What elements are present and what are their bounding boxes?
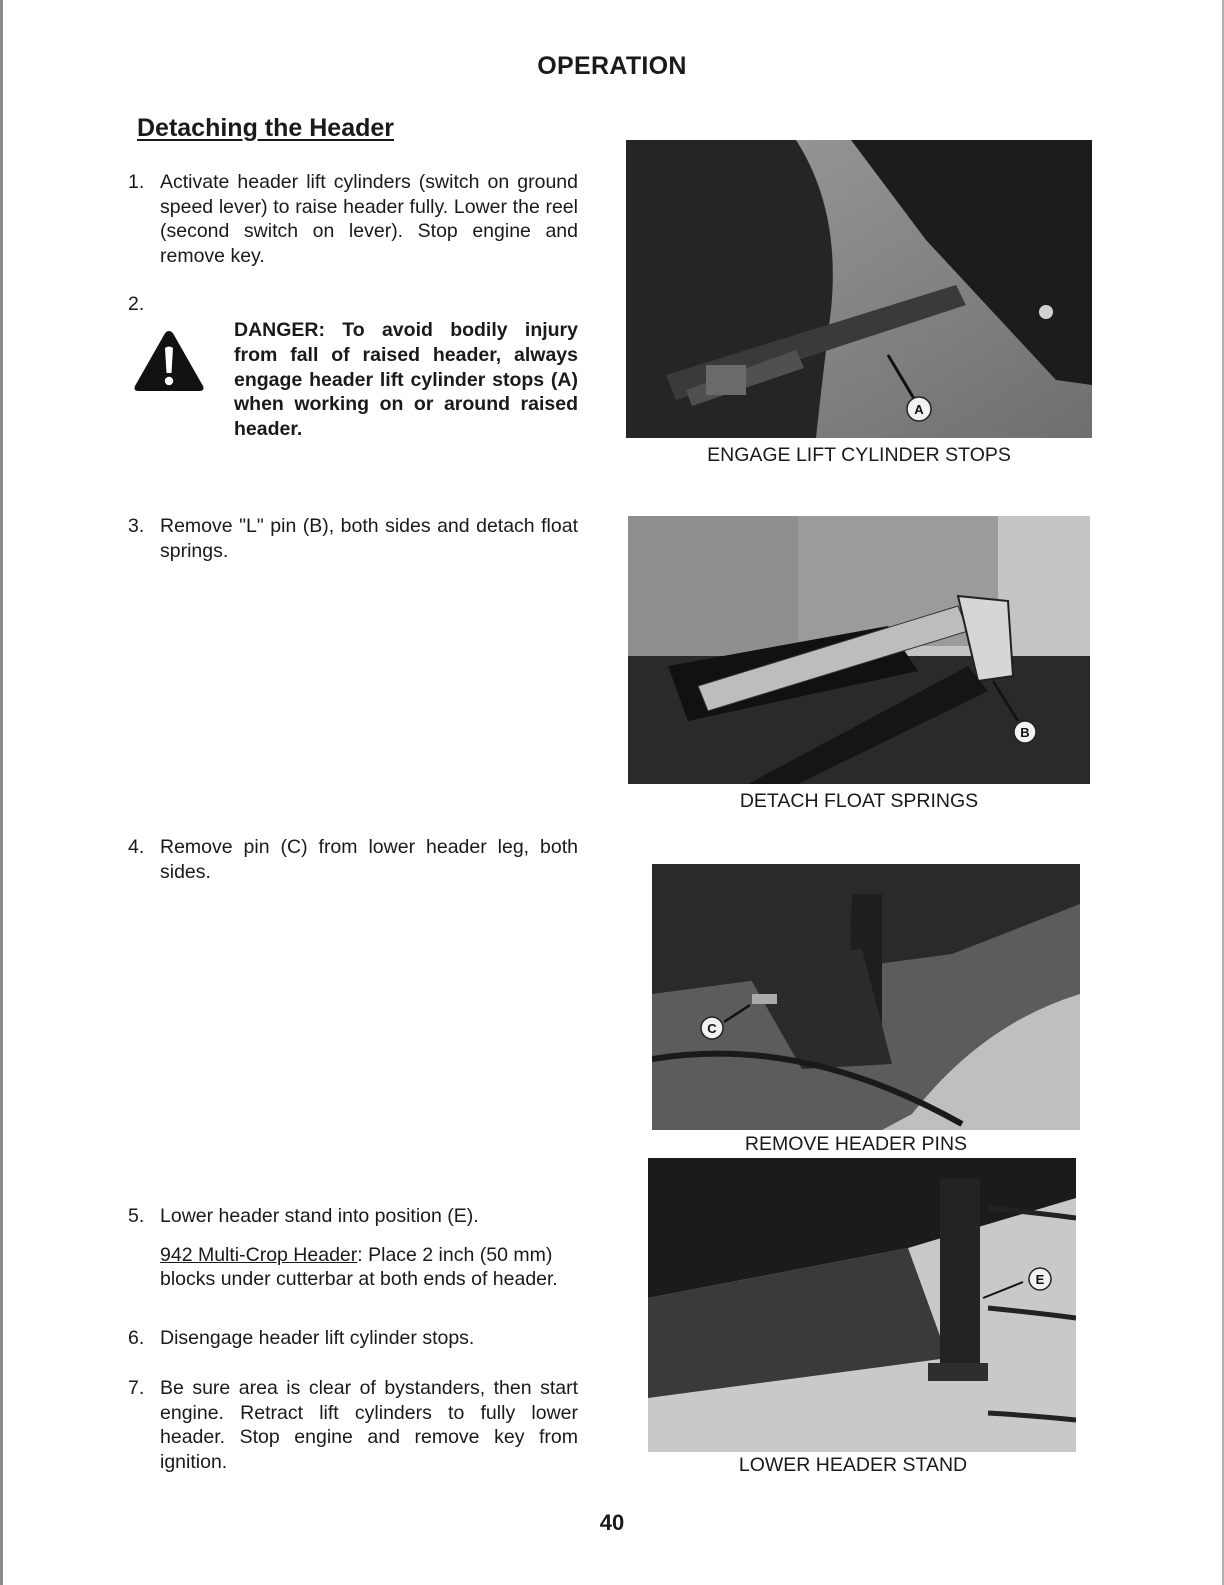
step-7 [128, 1376, 578, 1474]
step-number: 3. [128, 515, 145, 537]
page-number: 40 [599, 1510, 625, 1535]
step-text: Remove pin (C) from lower header leg, both sides. [160, 836, 578, 883]
step-number: 1. [128, 171, 145, 193]
caption-header-stand: LOWER HEADER STAND [738, 1454, 968, 1476]
note-text: : Place 2 inch (50 mm) blocks under cutterbar at both ends of header. [160, 1243, 558, 1290]
scan-edge-left [0, 0, 3, 1585]
danger-warning-text: DANGER: To avoid bodily injury from fall of raised header, always engage header lift cylinder stops (A) when working on or around raised header. [234, 319, 578, 441]
step-4 [128, 835, 578, 884]
step-6 [128, 1326, 578, 1351]
caption-lift-cylinder-stops: ENGAGE LIFT CYLINDER STOPS [707, 444, 1011, 466]
step-text: Disengage header lift cylinder stops. [160, 1327, 475, 1349]
caption-header-pins: REMOVE HEADER PINS [744, 1133, 968, 1155]
marker-c-label: C [707, 1021, 717, 1036]
photo-header-pins [652, 864, 1080, 1130]
step-1 [128, 170, 578, 268]
page-title: Detaching the Header [137, 114, 395, 142]
marker-a-label: A [914, 402, 924, 417]
step-text: Be sure area is clear of bystanders, then start engine. Retract lift cylinders to fully lower header. Stop engine and remove key from ignition. [160, 1377, 578, 1473]
caption-float-springs: DETACH FLOAT SPRINGS [739, 790, 979, 812]
photo-lift-cylinder-stops [626, 140, 1092, 438]
photo-header-stand [648, 1158, 1076, 1452]
step-note [160, 1243, 578, 1292]
marker-b-label: B [1020, 725, 1030, 740]
step-number: 4. [128, 836, 145, 858]
step-text: Activate header lift cylinders (switch on ground speed lever) to raise header fully. Lower the reel (second switch on lever). Stop engine and remove key. [160, 171, 578, 267]
warning-triangle-icon [132, 328, 206, 394]
section-header: OPERATION [537, 52, 687, 80]
step-text: Remove "L" pin (B), both sides and detach float springs. [160, 515, 578, 562]
step-3 [128, 514, 578, 563]
marker-e-label: E [1035, 1272, 1045, 1287]
step-text: Lower header stand into position (E). [160, 1205, 479, 1227]
step-number: 5. [128, 1205, 145, 1227]
photo-float-springs [628, 516, 1090, 784]
step-number: 2. [128, 293, 145, 315]
step-number: 6. [128, 1327, 145, 1349]
step-5 [128, 1204, 578, 1292]
note-label: 942 Multi-Crop Header [160, 1243, 358, 1266]
step-number: 7. [128, 1377, 145, 1399]
